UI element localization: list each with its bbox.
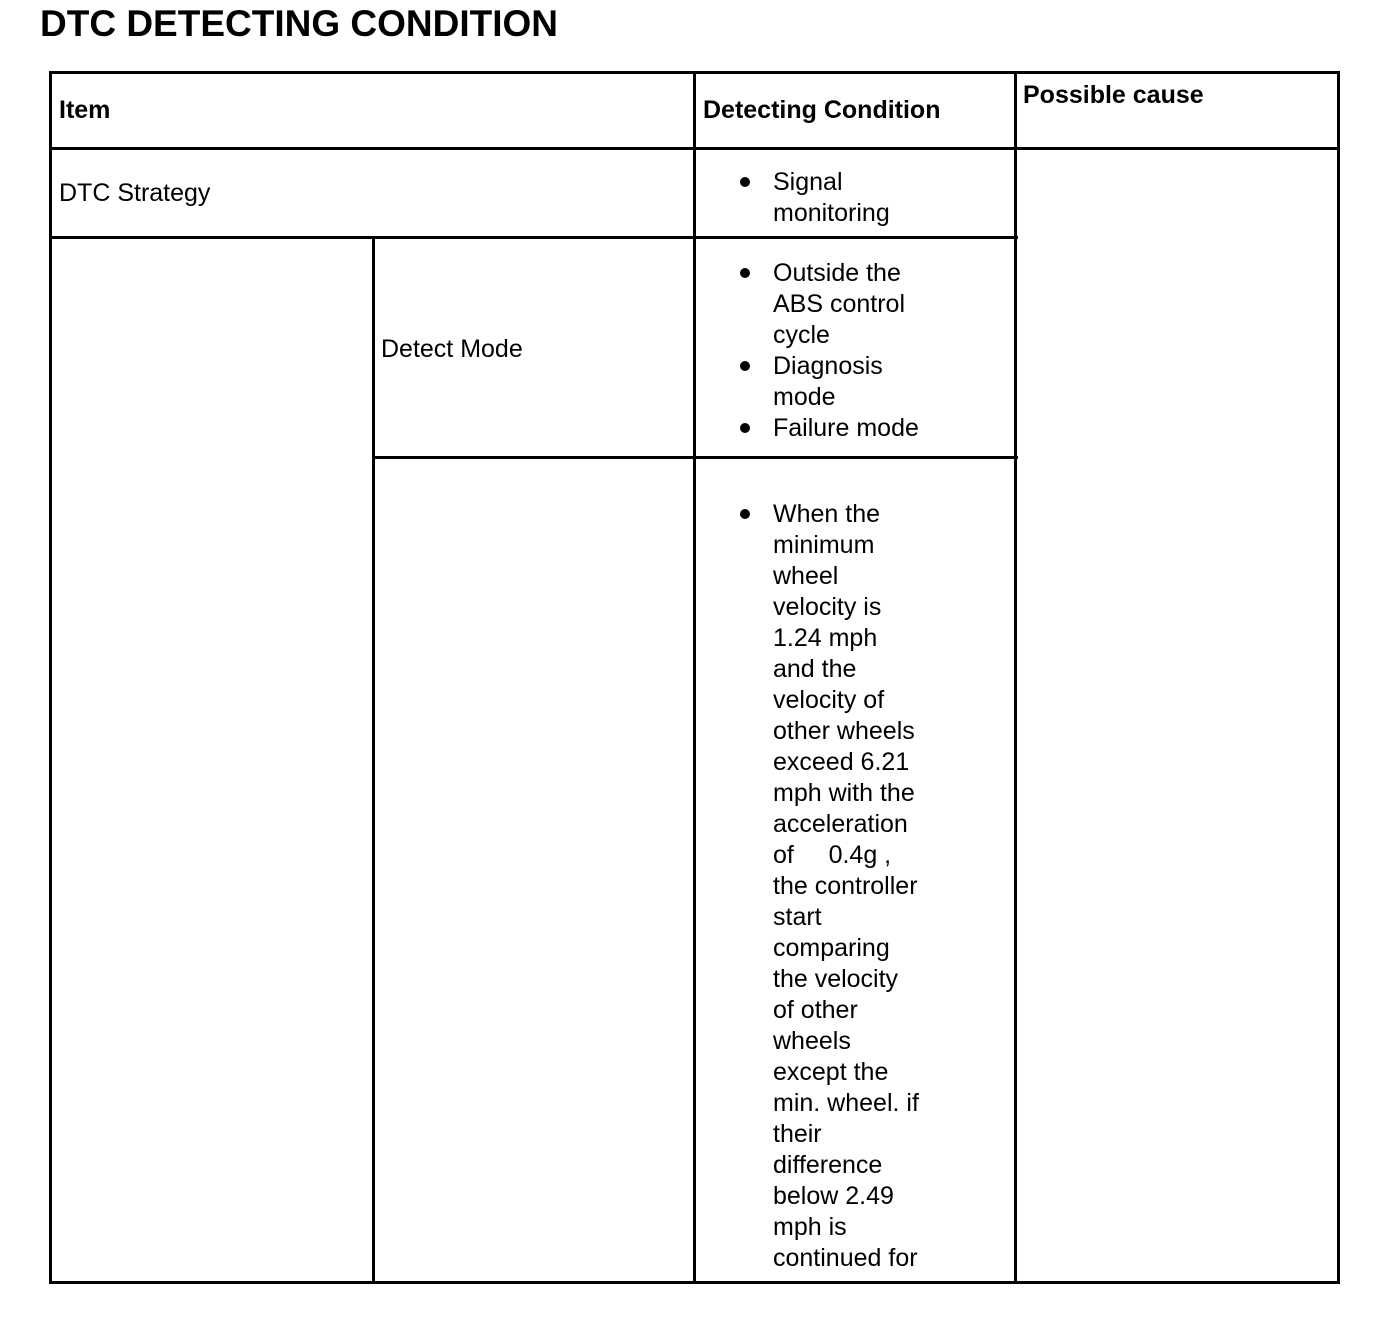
bullet-dot-icon	[740, 177, 750, 187]
bullet-dot-icon	[740, 423, 750, 433]
velocity-condition-list	[735, 499, 919, 1274]
condition-text-line: comparing	[773, 934, 890, 962]
condition-text-line: Signal	[773, 168, 843, 196]
condition-text-line: wheel	[773, 562, 839, 590]
condition-text-line: wheels	[773, 1027, 851, 1055]
row-divider-strategy	[49, 236, 1018, 239]
condition-text-line: the controller	[773, 872, 918, 900]
condition-text-line: exceed 6.21	[773, 748, 910, 776]
condition-bullet-item	[735, 351, 919, 413]
condition-text-line: Outside the	[773, 259, 901, 287]
table-border-right	[1337, 71, 1340, 1284]
condition-text-line: of 0.4g ,	[773, 841, 892, 869]
condition-text-line: ABS control	[773, 290, 906, 318]
condition-text-line: the velocity	[773, 965, 899, 993]
condition-text-line: of other	[773, 996, 858, 1024]
condition-text-line: velocity of	[773, 686, 885, 714]
condition-text-line: minimum	[773, 531, 875, 559]
column-divider-cause	[1014, 71, 1017, 1284]
condition-text-line: Diagnosis	[773, 352, 883, 380]
condition-text-line: acceleration	[773, 810, 908, 838]
condition-bullet-item	[735, 167, 890, 229]
condition-text-line: difference	[773, 1151, 883, 1179]
bullet-dot-icon	[740, 268, 750, 278]
bullet-dot-icon	[740, 361, 750, 371]
column-divider-sub-item	[372, 236, 375, 1284]
condition-text-line: other wheels	[773, 717, 915, 745]
condition-bullet-item	[735, 413, 919, 444]
condition-text-line: Failure mode	[773, 414, 919, 442]
condition-text-line: their	[773, 1120, 822, 1148]
bullet-dot-icon	[740, 509, 750, 519]
header-item: Item	[59, 96, 111, 124]
column-divider-condition	[693, 71, 696, 1284]
condition-bullet-item	[735, 258, 919, 351]
condition-bullet-item	[735, 499, 919, 1274]
header-possible-cause: Possible cause	[1023, 81, 1204, 109]
page-title: DTC DETECTING CONDITION	[40, 3, 558, 44]
condition-text-line: mph with the	[773, 779, 915, 807]
condition-text-line: min. wheel. if	[773, 1089, 919, 1117]
condition-text-line: below 2.49	[773, 1182, 894, 1210]
condition-text-line: velocity is	[773, 593, 882, 621]
condition-text-line: mode	[773, 383, 836, 411]
condition-text-line: monitoring	[773, 199, 890, 227]
condition-text-line: 1.24 mph	[773, 624, 878, 652]
detect-mode-label: Detect Mode	[381, 335, 523, 363]
detect-mode-condition-list	[735, 258, 919, 444]
dtc-strategy-condition-list	[735, 167, 890, 229]
condition-text-line: start	[773, 903, 822, 931]
condition-text-line: continued for	[773, 1244, 918, 1272]
condition-text-line: except the	[773, 1058, 889, 1086]
table-border-left	[49, 71, 52, 1284]
dtc-strategy-label: DTC Strategy	[59, 179, 211, 207]
condition-text-line: mph is	[773, 1213, 847, 1241]
condition-text-line: When the	[773, 500, 881, 528]
condition-text-line: and the	[773, 655, 857, 683]
header-detecting-condition: Detecting Condition	[703, 96, 941, 124]
condition-text-line: cycle	[773, 321, 830, 349]
